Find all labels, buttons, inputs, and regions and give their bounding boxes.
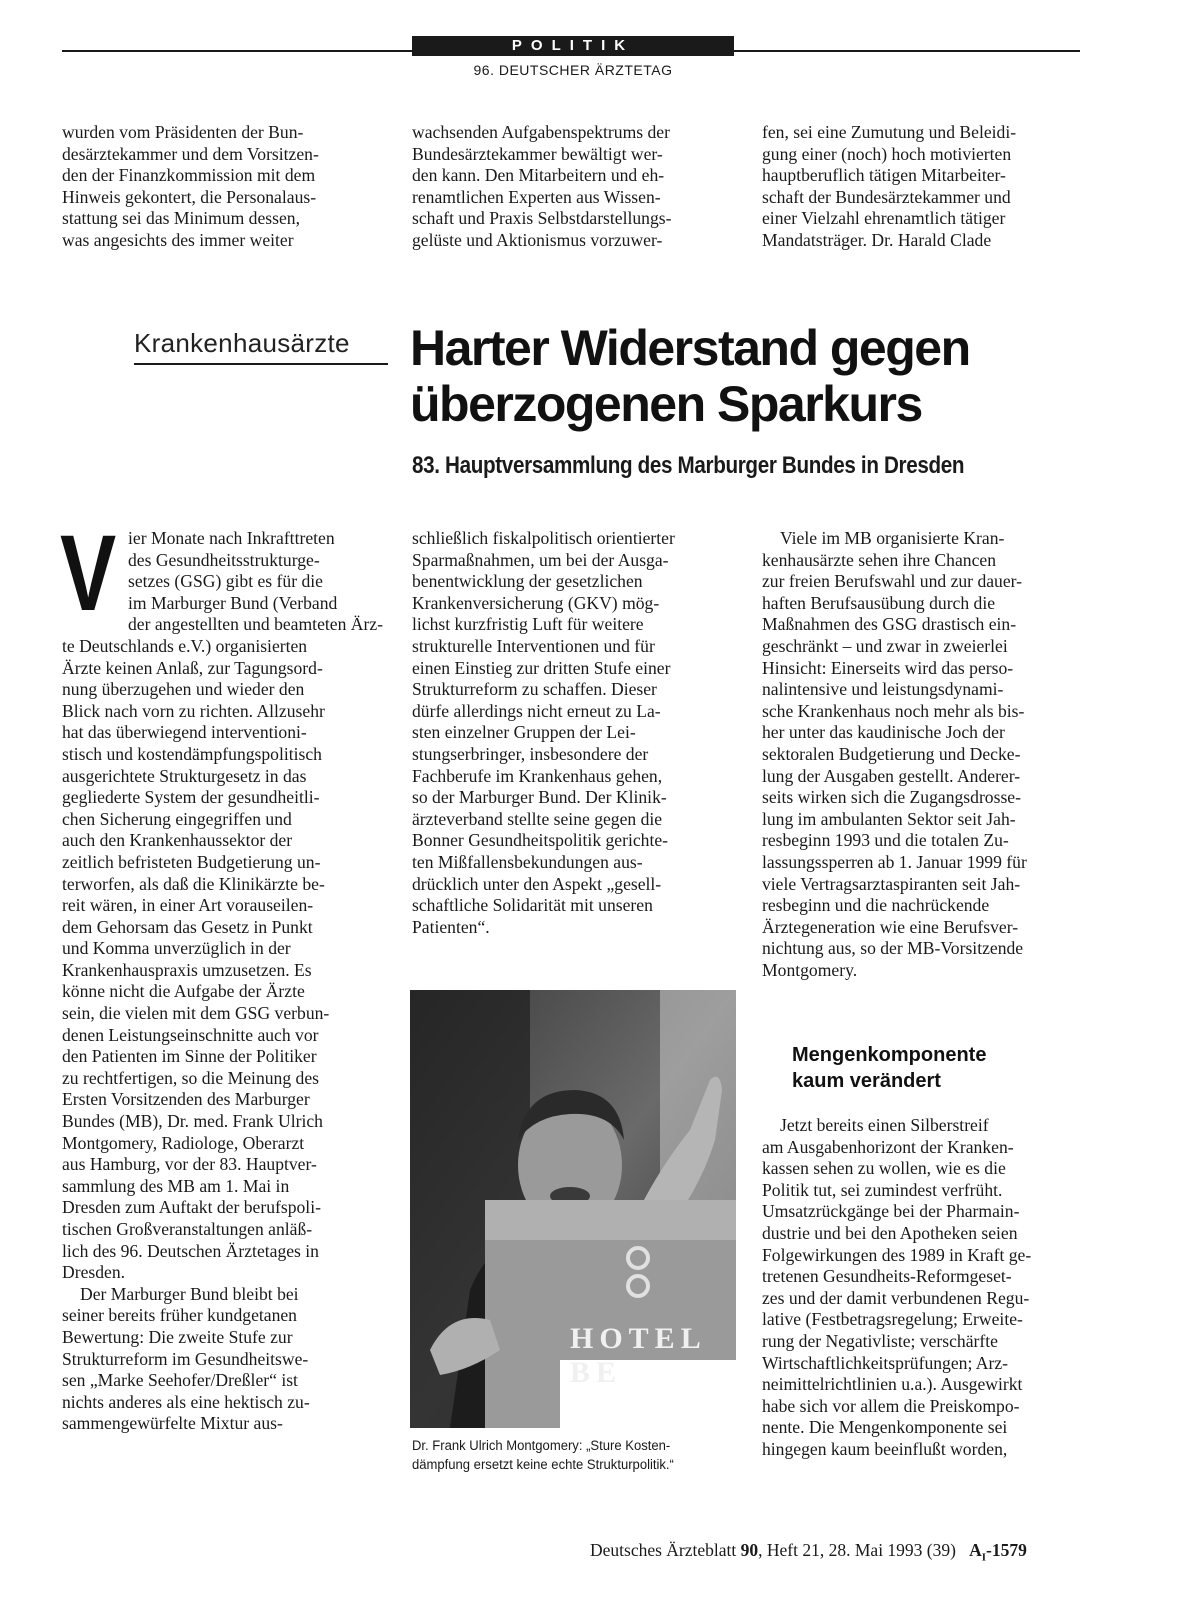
prev-article-text-1: wurden vom Präsidenten der Bun- desärztekammer und dem Vorsitzen- den der Finanzkommission mit dem Hinweis gekontert, die Personalaus- stattung sei das Minimum dessen, was angesichts des immer weiter xyxy=(62,122,319,250)
article-paragraph-4: Viele im MB organisierte Kran- kenhausärzte sehen ihre Chancen zur freien Berufswahl und zur dauer- haften Berufsausübung durch die Maßnahmen des GSG drastisch ein- geschränkt – und zwar in zweierlei Hinsicht: Einerseits wird das perso- nalintensive und leistungsdynami- sche Krankenhaus noch mehr als bis- her unter das kaudinische Joch der sektoralen Budgetierung und Decke- lung der Ausgaben gestellt. Anderer- seits wirken sich die Zugangsdrosse- lung im ambulanten Sektor seit Jah- resbeginn 1993 und die totalen Zu- lassungssperren ab 1. Januar 1999 für viele Vertragsarztaspiranten seit Jah- resbeginn und die nachrückende Ärztegeneration wie eine Berufsver- nichtung aus, so der MB-Vorsitzende Montgomery. xyxy=(762,528,1027,980)
footer-page-sub: I xyxy=(981,1551,987,1564)
article-column-3-continued xyxy=(762,1115,1082,1461)
article-subhead: 83. Hauptversammlung des Marburger Bundes in Dresden xyxy=(412,452,965,479)
headline-line-2: überzogenen Sparkurs xyxy=(410,376,922,432)
prev-article-column-3 xyxy=(762,122,1082,252)
page-footer xyxy=(590,1540,1027,1564)
footer-page-number: -1579 xyxy=(986,1540,1027,1560)
footer-volume: 90 xyxy=(740,1540,759,1560)
prev-article-column-2 xyxy=(412,122,735,252)
footer-page-prefix: A xyxy=(969,1540,982,1560)
footer-page xyxy=(969,1540,1027,1564)
article-paragraph-2: Der Marburger Bund bleibt bei seiner bereits früher kundgetanen Bewertung: Die zweite Stufe zur Strukturreform im Gesundheitswe- sen „Marke Seehofer/Dreßler“ ist nichts anderes als eine hektisch zu- sammengewürfelte Mixtur aus- xyxy=(62,1283,310,1434)
subsection-label: 96. DEUTSCHER ÄRZTETAG xyxy=(473,62,673,78)
photo-caption-text: Dr. Frank Ulrich Montgomery: „Sture Kosten- dämpfung ersetzt keine echte Strukturpolitik.“ xyxy=(412,1438,674,1473)
prev-article-column-1 xyxy=(62,122,388,252)
lectern-sign: HOTEL BE xyxy=(570,1322,706,1389)
prev-article-text-2: wachsenden Aufgabenspektrums der Bundesärztekammer bewältigt wer- den kann. Den Mitarbeitern und eh- renamtlichen Experten aus Wissen- schaft und Praxis Selbstdarstellungs- gelüste und Aktionismus vorzuwer- xyxy=(412,122,672,250)
prev-article-text-3: fen, sei eine Zumutung und Beleidi- gung einer (noch) hoch motivierten hauptberuflich tätigen Mitarbeiter- schaft der Bundesärztekammer und einer Vielzahl ehrenamtlich tätiger Mandatsträger. Dr. Harald Clade xyxy=(762,122,1017,250)
kicker-underline xyxy=(134,363,388,365)
section-label: POLITIK xyxy=(412,36,734,56)
footer-issue: , Heft 21, 28. Mai 1993 (39) xyxy=(758,1540,956,1560)
article-kicker: Krankenhausärzte xyxy=(134,328,350,358)
footer-journal: Deutsches Ärzteblatt xyxy=(590,1540,737,1560)
subheading-line-1: Mengenkomponente xyxy=(792,1044,987,1066)
article-paragraph-3: schließlich fiskalpolitisch orientierter Sparmaßnahmen, um bei der Ausga- benentwicklung der gesetzlichen Krankenversicherung (GKV) mög- lichst kurzfristig Luft für weitere strukturelle Interventionen und für einen Einstieg zur dritten Stufe einer Strukturreform zu schaffen. Dieser dürfe allerdings nicht erneut zu La- sten einzelner Gruppen der Lei- stungserbringer, insbesondere der Fachberufe im Krankenhaus gehen, so der Marburger Bund. Der Klinik- ärzteverband stellte seine gegen die Bonner Gesundheitspolitik gerichte- ten Mißfallensbekundungen aus- drücklich unter den Aspekt „gesell- schaftliche Solidarität mit unseren Patienten“. xyxy=(412,528,675,937)
subheading-line-2: kaum verändert xyxy=(792,1070,941,1092)
article-column-3 xyxy=(762,528,1082,981)
article-paragraph-1: ier Monate nach Inkrafttreten des Gesundheitsstrukturge- setzes (GSG) gibt es für die im Marburger Bund (Verband der angestellten und beamteten Ärz- te Deutschlands e.V.) organisierten Ärzte keinen Anlaß, zur Tagungsord- nung überzugehen und wieder den Blick nach vorn zu richten. Allzusehr hat das überwiegend interventioni- stisch und kostendämpfungspolitisch ausgerichtete Strukturgesetz in das gegliederte System der gesundheitli- chen Sicherung eingegriffen und auch den Krankenhaussektor der zeitlich befristeten Budgetierung un- terworfen, als daß die Klinikärzte be- reit wären, in einer Art vorauseilen- dem Gehorsam das Gesetz in Punkt und Komma unverzüglich in der Krankenhauspraxis umzusetzen. Es könne nicht die Aufgabe der Ärzte sein, die vielen mit dem GSG verbun- denen Leistungseinschnitte auch vor den Patienten im Sinne der Politiker zu rechtfertigen, so die Meinung des Ersten Vorsitzenden des Marburger Bundes (MB), Dr. med. Frank Ulrich Montgomery, Radiologe, Oberarzt aus Hamburg, vor der 83. Hauptver- sammlung des MB am 1. Mai in Dresden zum Auftakt der berufspoli- tischen Großveranstaltungen anläß- lich des 96. Deutschen Ärztetages in Dresden. xyxy=(62,528,383,1283)
article-headline xyxy=(410,320,1090,432)
photo-caption xyxy=(412,1437,736,1475)
article-column-1 xyxy=(60,512,388,1435)
article-paragraph-5: Jetzt bereits einen Silberstreif am Ausgabenhorizont der Kranken- kassen sehen zu wollen, wie es die Politik tut, sei zumindest verfrüht. Umsatzrückgänge bei der Pharmain- dustrie und bei den Apotheken seien Folgewirkungen des 1989 in Kraft ge- tretenen Gesundheits-Reformgeset- zes und der damit verbundenen Regu- lative (Festbetragsregelung; Erweite- rung der Negativliste; verschärfte Wirtschaftlichkeitsprüfungen; Arz- neimittelrichtlinien u.a.). Ausgewirkt habe sich vor allem die Preiskompo- nente. Die Mengenkomponente sei hingegen kaum beeinflußt worden, xyxy=(762,1115,1032,1459)
article-subheading xyxy=(792,1042,986,1094)
headline-line-1: Harter Widerstand gegen xyxy=(410,320,970,376)
drop-cap: V xyxy=(60,512,117,633)
article-column-2 xyxy=(412,528,735,938)
speaker-photo xyxy=(410,990,736,1428)
